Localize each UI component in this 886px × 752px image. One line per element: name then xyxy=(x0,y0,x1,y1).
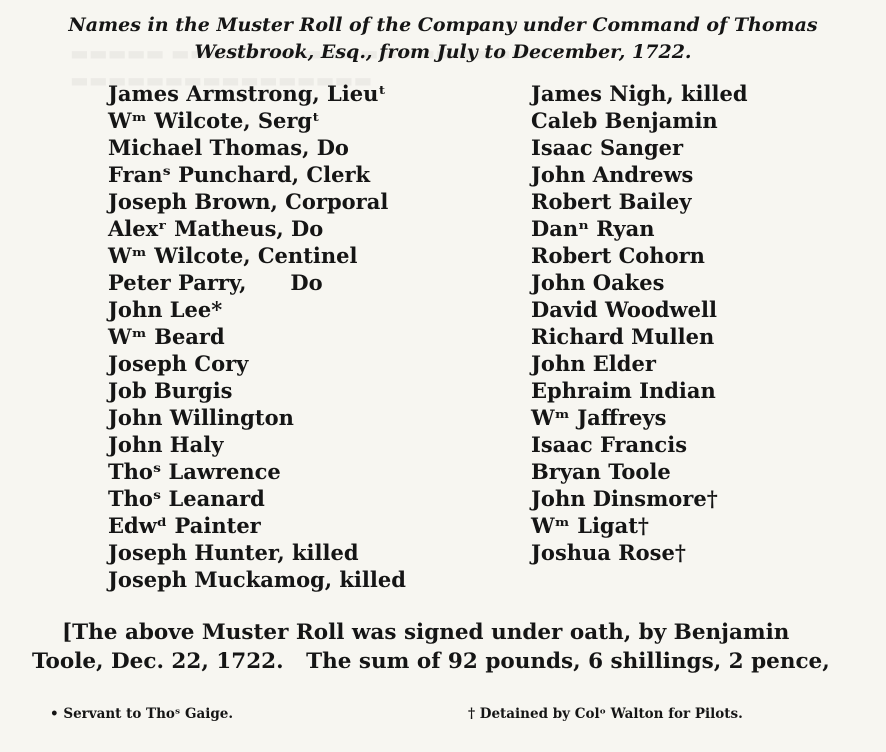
list-item: Alexʳ Matheus, Do xyxy=(108,216,324,241)
list-item: Franˢ Punchard, Clerk xyxy=(108,162,371,187)
list-item: Joseph Cory xyxy=(108,351,249,376)
list-item: Robert Bailey xyxy=(531,189,692,214)
list-item: Wᵐ Jaffreys xyxy=(531,405,667,430)
list-item: John Lee* xyxy=(108,297,223,322)
list-item: James Armstrong, Lieuᵗ xyxy=(108,81,387,106)
document-title xyxy=(20,12,866,66)
list-item: Peter Parry, Do xyxy=(108,270,323,295)
title-line-1: Names in the Muster Roll of the Company under Command of Thomas xyxy=(68,14,818,36)
paragraph-line-2: Toole, Dec. 22, 1722. The sum of 92 pounds, 6 shillings, 2 pence, xyxy=(32,649,830,674)
list-item: Wᵐ Wilcote, Centinel xyxy=(108,243,358,268)
list-item: Thoˢ Lawrence xyxy=(108,459,281,484)
list-item: Bryan Toole xyxy=(531,459,671,484)
title-line-2: Westbrook, Esq., from July to December, 1722. xyxy=(194,41,692,63)
list-item: John Dinsmore† xyxy=(531,486,718,511)
list-item: Michael Thomas, Do xyxy=(108,135,349,160)
list-item: Joseph Brown, Corporal xyxy=(108,189,389,214)
body-paragraph xyxy=(32,618,862,676)
list-item: Job Burgis xyxy=(108,378,233,403)
list-item: Edwᵈ Painter xyxy=(108,513,261,538)
right-name-column xyxy=(531,80,748,566)
list-item: Joseph Muckamog, killed xyxy=(108,567,406,592)
list-item: Danⁿ Ryan xyxy=(531,216,655,241)
list-item: James Nigh, killed xyxy=(531,81,748,106)
list-item: Joseph Hunter, killed xyxy=(108,540,359,565)
list-item: John Elder xyxy=(531,351,656,376)
list-item: Caleb Benjamin xyxy=(531,108,718,133)
list-item: Wᵐ Beard xyxy=(108,324,225,349)
left-name-column xyxy=(108,80,406,593)
footnote-detained: † Detained by Colᵒ Walton for Pilots. xyxy=(468,706,743,722)
paragraph-line-1: [The above Muster Roll was signed under oath, by Benjamin xyxy=(62,620,790,645)
list-item: David Woodwell xyxy=(531,297,717,322)
list-item: Robert Cohorn xyxy=(531,243,705,268)
list-item: John Andrews xyxy=(531,162,694,187)
list-item: Wᵐ Wilcote, Sergᵗ xyxy=(108,108,320,133)
list-item: Joshua Rose† xyxy=(531,540,686,565)
list-item: Thoˢ Leanard xyxy=(108,486,265,511)
list-item: John Haly xyxy=(108,432,224,457)
list-item: John Willington xyxy=(108,405,294,430)
footnote-servant: • Servant to Thoˢ Gaige. xyxy=(50,706,234,722)
list-item: Isaac Sanger xyxy=(531,135,684,160)
list-item: Wᵐ Ligat† xyxy=(531,513,649,538)
list-item: Ephraim Indian xyxy=(531,378,716,403)
list-item: Isaac Francis xyxy=(531,432,688,457)
list-item: Richard Mullen xyxy=(531,324,715,349)
list-item: John Oakes xyxy=(531,270,665,295)
